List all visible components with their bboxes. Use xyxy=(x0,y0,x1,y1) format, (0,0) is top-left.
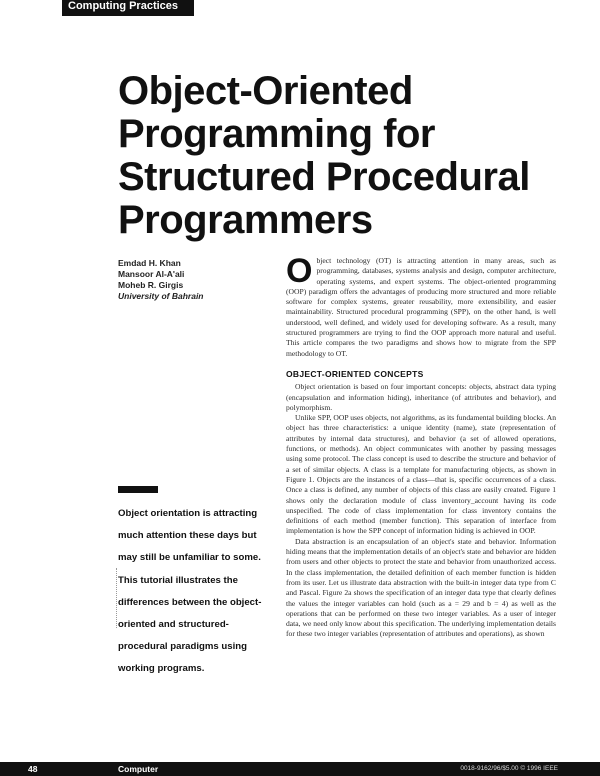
author-affiliation: University of Bahrain xyxy=(118,291,204,301)
pull-quote: Object orientation is attracting much attention these days but may still be unfamiliar to some. This tutorial illustrates the differences between the object-oriented and structured-procedural paradigms using working programs. xyxy=(118,508,262,675)
author-block xyxy=(118,258,288,302)
section-tag: Computing Practices xyxy=(62,0,194,16)
title-line: Structured Procedural xyxy=(118,155,530,199)
title-line: Programming for xyxy=(118,112,435,156)
pull-quote-bar xyxy=(118,486,158,493)
margin-rule xyxy=(116,568,118,628)
document-id: 0018-9162/96/$5.00 © 1996 IEEE xyxy=(460,765,558,772)
author-name: Mansoor Al-A'ali xyxy=(118,269,185,279)
body-paragraph: Unlike SPP, OOP uses objects, not algorithms, as its fundamental building blocks. An object has three characteristics: a unique identity (name), state (representation of attributes by internal data structures), and behavior (a set of allowed operations, functions, or methods). An object communicates with another by passing messages using some protocol. The class concept is used to describe the structure and behavior of a set of similar objects. A class is a template for manufacturing objects, as shown in Figure 1. Objects are the instances of a class—that is, specific occurrences of a class. Once a class is defined, any number of objects of this class are easily created. Figure 1 shows only the declaration module of class inventory_account having its code unspecified. The code of class implementation for class inventory contains the definitions of each method (member function). This separation of interface from implementation is how the SPP concept of information hiding is achieved in OOP. xyxy=(286,413,556,536)
intro-text: bject technology (OT) is attracting attention in many areas, such as programming, databases, systems analysis and design, computer architecture, operating systems, and expert systems. The object-oriented programming (OOP) paradigm offers the advantages of producing more structured and more reliable software for complex systems, greater reusability, more extensibility, and easier maintainability. Structured procedural programming (SPP), on the other hand, is well understood, well defined, and widely used for developing software. As a result, many structured programmers are trying to find the OOP approach more natural and useful. This article compares the two paradigms and shows how to migrate from the SPP methodology to OT. xyxy=(286,256,556,358)
body-column xyxy=(286,252,556,640)
drop-cap: O xyxy=(286,252,313,290)
article-title xyxy=(118,70,558,242)
body-paragraph: Object orientation is based on four important concepts: objects, abstract data typing (encapsulation and information hiding), inheritance (of attributes and behavior), and polymorphism. xyxy=(286,382,556,412)
author-name: Moheb R. Girgis xyxy=(118,280,184,290)
title-line: Object-Oriented xyxy=(118,69,413,113)
journal-name: Computer xyxy=(118,764,159,774)
title-line: Programmers xyxy=(118,198,373,242)
author-name: Emdad H. Khan xyxy=(118,258,181,268)
body-paragraph: Data abstraction is an encapsulation of an object's state and behavior. Information hiding means that the implementation details of an object's state and behavior are hidden from users and other objects to protect the state and behavior from unauthorized access. In the class implementation, the detailed definition of each member function is hidden from its user. Let us illustrate data abstraction with the built-in integer data type from C and Pascal. Figure 2a shows the specification of an integer data type that clearly defines the values the integer variables can hold (such as a = 29 and b = 4) as well as the operations that can be performed on these two integer variables. As a user of integer data, we need only know about this specification. The underlying implementation details for these two integer variables (representation of attributes and operations), as shown xyxy=(286,536,556,639)
intro-paragraph xyxy=(286,252,556,359)
section-heading: OBJECT-ORIENTED CONCEPTS xyxy=(286,368,424,379)
page-number: 48 xyxy=(28,764,38,774)
